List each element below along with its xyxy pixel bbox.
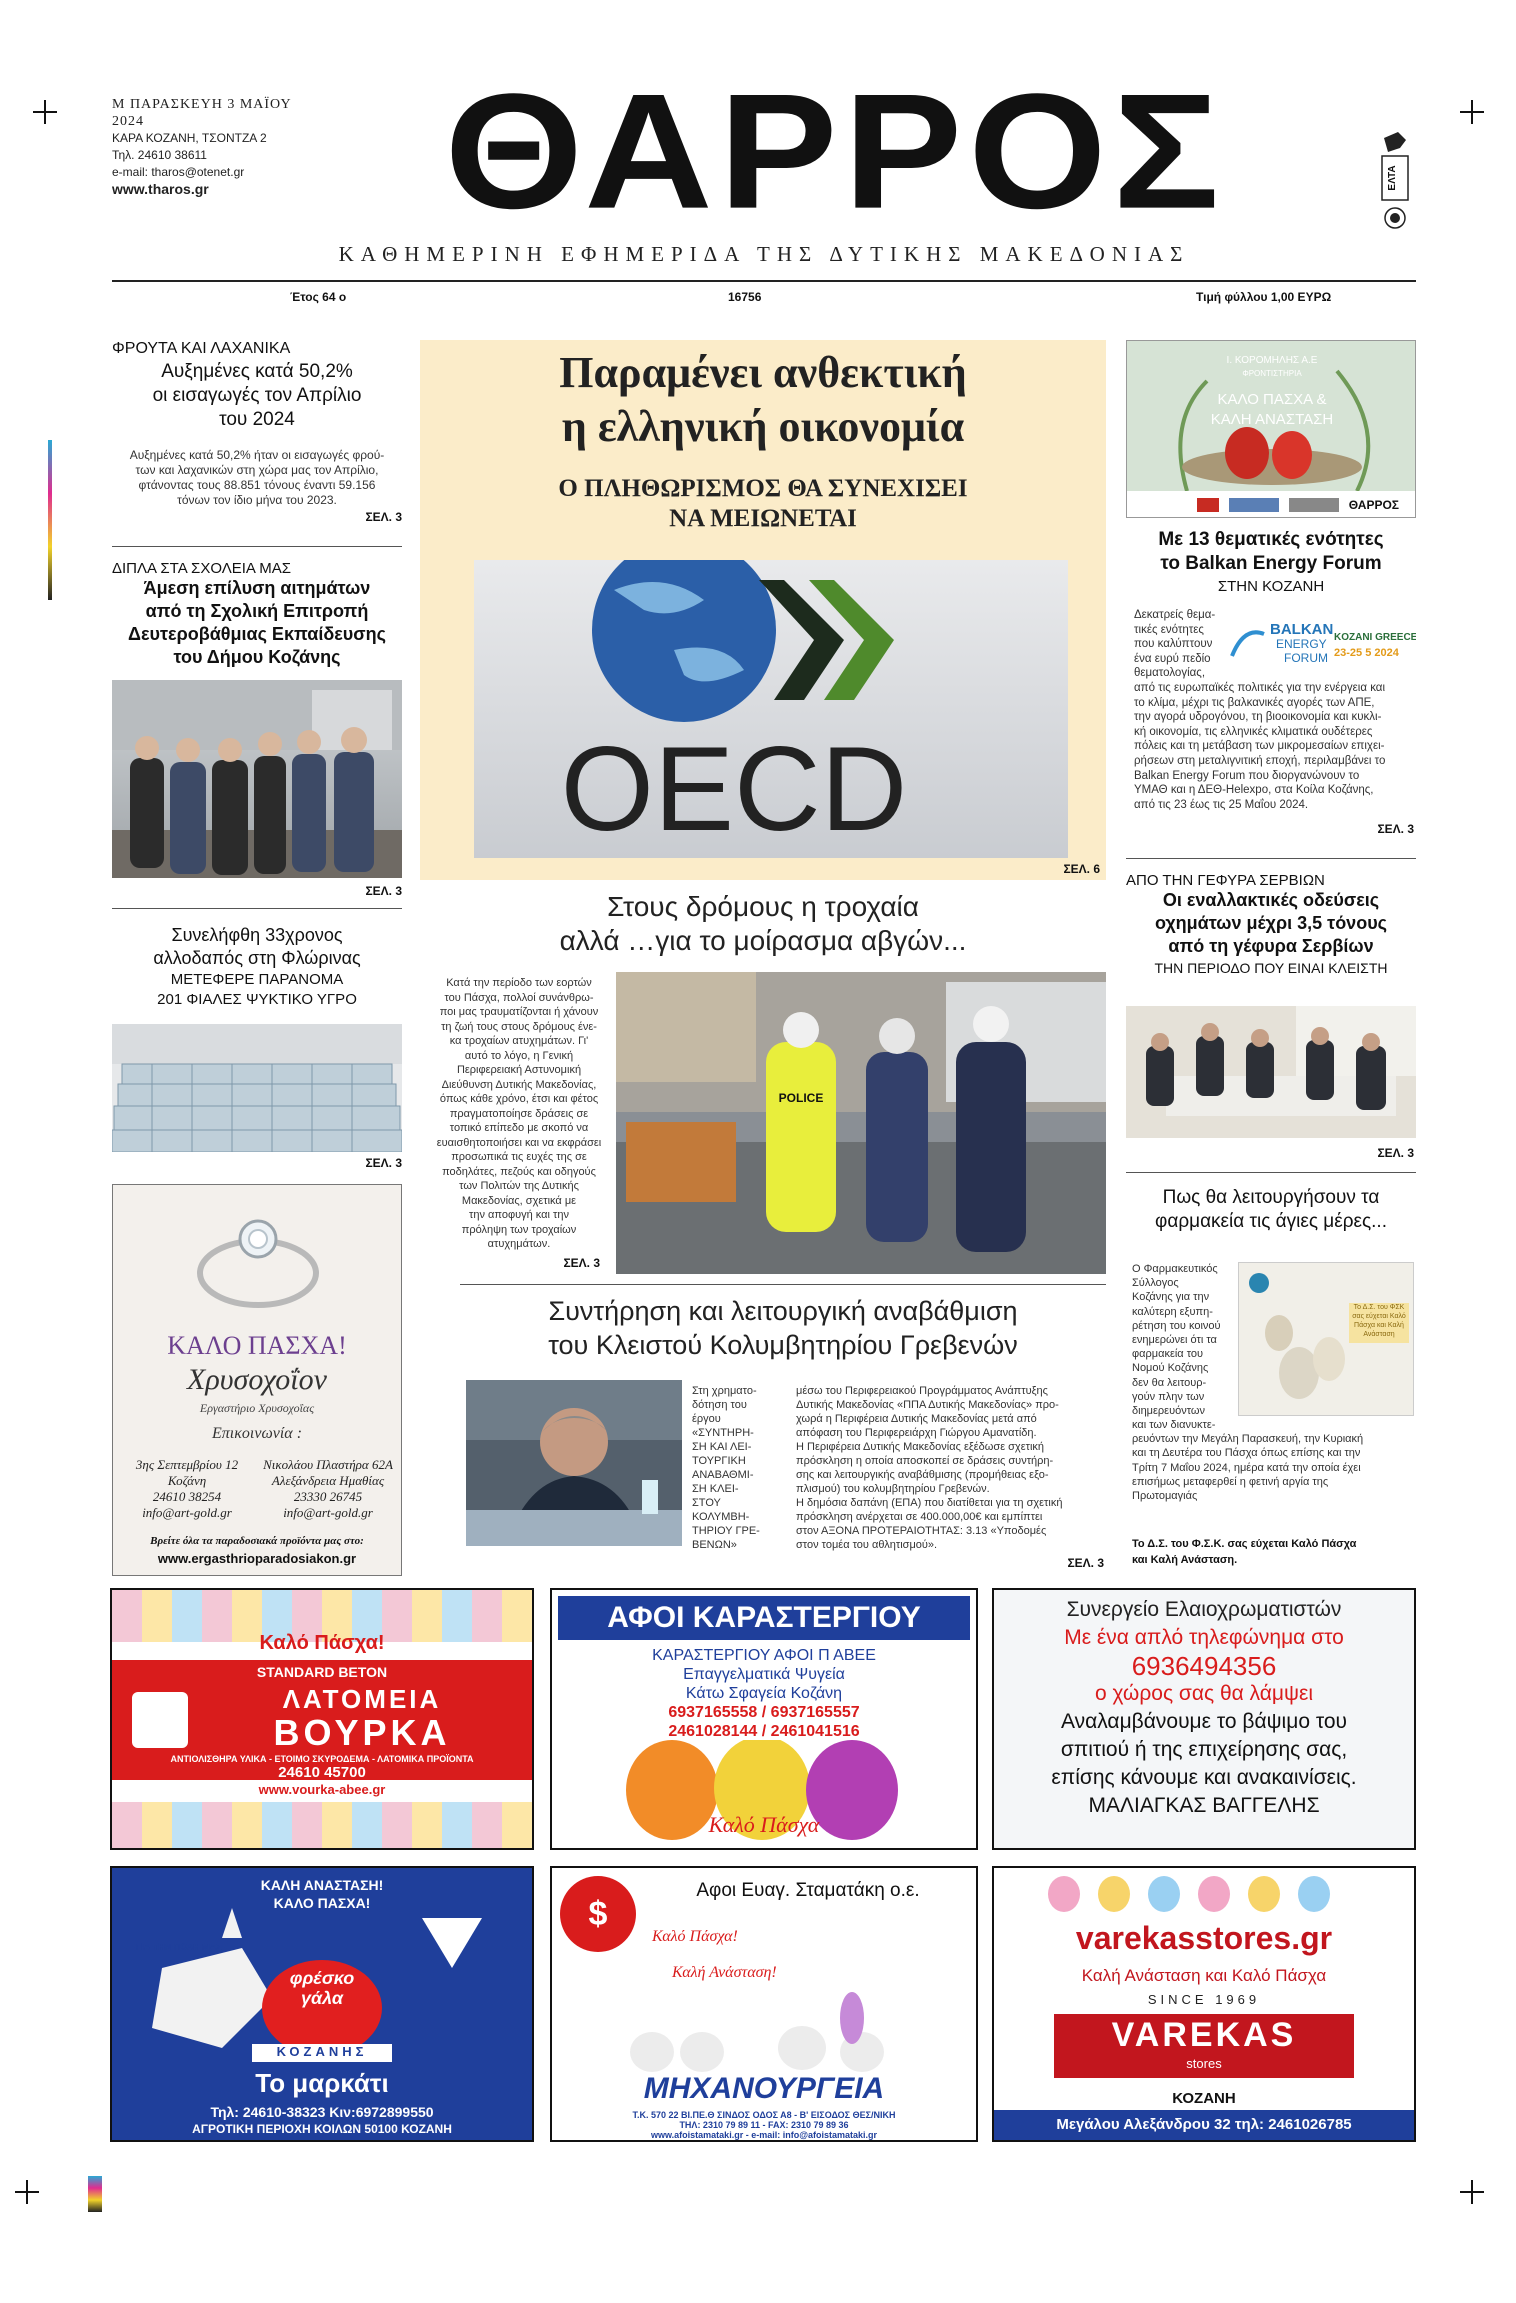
body-line: τικές ενότητες <box>1134 623 1204 636</box>
body-line: προσωπικά τις ευχές της σε <box>451 1151 587 1163</box>
ad-stores: stores <box>1186 2056 1222 2071</box>
ad-red-panel <box>112 1660 532 1780</box>
ad-desc: ΑΝΤΙΟΛΙΣΘΗΡΑ ΥΛΙΚΑ - ΕΤΟΙΜΟ ΣΚΥΡΟΔΕΜΑ - ΛΑΤΟΜΙΚΑ ΠΡΟΪΟΝΤΑ <box>170 1754 474 1764</box>
website-link[interactable]: www.tharos.gr <box>112 181 209 197</box>
oecd-text: OECD <box>560 722 908 856</box>
headline <box>1126 889 1416 958</box>
body-line: φαρμακεία του <box>1132 1348 1204 1361</box>
ad-brand <box>262 1968 382 2008</box>
body-line: και τη Δευτέρα του Πάσχα όπως επίσης και την <box>1132 1447 1361 1460</box>
energy-body <box>1134 608 1416 812</box>
ad-line: ΚΑΡΑΣΤΕΡΓΙΟΥ ΑΦΟΙ Π ΑΒΕΕ <box>652 1647 876 1664</box>
ad-line: Επαγγελματικά Ψυγεία <box>683 1666 845 1683</box>
pool-body-wide <box>796 1384 1106 1552</box>
body-line: πρόληψη των τροχαίων <box>461 1223 577 1236</box>
body-line: ποι μας τραυματίζονται ή χάνουν <box>439 1006 599 1018</box>
headline-line: αλλοδαπός στη Φλώρινας <box>153 948 361 968</box>
ad-line: γάλα <box>300 1988 344 2008</box>
crop-mark <box>1460 2180 1484 2204</box>
ad-city: ΚΟΖΑΝΗΣ <box>252 2044 392 2062</box>
body-line: Η Περιφέρεια Δυτικής Μακεδονίας εξέδωσε σχετική <box>796 1441 1045 1453</box>
body-line: μέσω του Περιφερειακού Προγράμματος Ανάπτυξης <box>796 1385 1048 1397</box>
ad-addr: Τ.Κ. 570 22 ΒΙ.ΠΕ.Θ ΣΙΝΔΟΣ ΟΔΟΣ Α8 - Β' ΕΙΣΟΔΟΣ ΘΕΣ/ΝΙΚΗ <box>632 2110 896 2120</box>
subheadline <box>112 970 402 1010</box>
ad-line: Συνεργείο Ελαιοχρωματιστών <box>1066 1598 1342 1621</box>
ad-city: ΚΟΖΑΝΗ <box>1172 2090 1236 2107</box>
headline-line: οι εισαγωγές τον Απρίλιο <box>152 385 362 406</box>
pharmacy-signoff <box>1132 1536 1416 1568</box>
article-schools <box>112 560 402 669</box>
logo-word: BALKAN <box>1270 621 1334 638</box>
meeting-image <box>1126 1006 1416 1138</box>
logo-word: 23-25 5 2024 <box>1334 647 1399 659</box>
headline-line: οχημάτων μέχρι 3,5 τόνους <box>1154 913 1388 933</box>
ad-title: ΒΟΥΡΚΑ <box>273 1712 451 1753</box>
body-line: ΤΟΥΡΓΙΚΗ <box>692 1455 746 1467</box>
ad-line: Νικολάου Πλαστήρα 62Α <box>263 1457 393 1472</box>
ad-line: ΚΑΛΗ ΑΝΑΣΤΑΣΗ <box>1210 411 1334 428</box>
bottles-image <box>112 1024 402 1152</box>
divider <box>112 546 402 547</box>
headline-line: Οι εναλλακτικές οδεύσεις <box>1162 890 1380 910</box>
poster-text: Το Δ.Σ. του ΦΣΚ σας εύχεται Καλό Πάσχα και Καλή Ανάσταση <box>1352 1304 1406 1338</box>
bunny-eggs-icon <box>612 1988 912 2072</box>
page-ref-link[interactable]: ΣΕΛ. 3 <box>563 1256 600 1270</box>
company-logo-icon: $ <box>560 1876 636 1952</box>
body-line: Ο Φαρμακευτικός <box>1132 1263 1218 1275</box>
headline-line: Συνελήφθη 33χρονος <box>171 925 343 945</box>
ad-line: Ι. ΚΟΡΟΜΗΛΗΣ Α.Ε <box>1226 355 1318 366</box>
body-line: ΣΗ ΚΑΙ ΛΕΙ- <box>692 1441 752 1453</box>
headline-line: Παραμένει ανθεκτική <box>559 348 967 397</box>
body-line: τη ζωή τους στους δρόμους ένε- <box>441 1020 597 1033</box>
body-line: του Πάσχα, πολλοί συνάνθρω- <box>444 991 594 1004</box>
body-line: την αγορά υδρογόνου, τη βιοοικονομία και κυκλι- <box>1134 711 1382 724</box>
ad-footer: ΘΑΡΡΟΣ <box>1348 498 1399 512</box>
ad-line: 2461028144 / 2461041516 <box>668 1723 860 1740</box>
kicker: ΔΙΠΛΑ ΣΤΑ ΣΧΟΛΕΙΑ ΜΑΣ <box>112 560 292 577</box>
body-line: Νομού Κοζάνης <box>1132 1362 1209 1375</box>
body-line: κή οικονομία, τις ελληνικές κλιματικά ουδέτερες <box>1134 725 1373 738</box>
ad-koromilis[interactable] <box>1126 340 1416 518</box>
ad-phone: 24610 45700 <box>278 1764 366 1781</box>
page-ref-link[interactable]: ΣΕΛ. 3 <box>1377 1146 1414 1160</box>
ad-wish <box>232 1876 412 1912</box>
body-line: έργου <box>692 1413 721 1425</box>
police-scene-image <box>616 972 1106 1274</box>
body-line: ένα ευρύ πεδίο <box>1134 652 1211 665</box>
ad-phone: Τηλ: 24610-38323 Κιν:6972899550 <box>210 2104 434 2120</box>
body-line: Διεύθυνση Δυτικής Μακεδονίας, <box>441 1078 597 1091</box>
headline-line: το Balkan Energy Forum <box>1160 553 1382 574</box>
ad-line: 6937165558 / 6937165557 <box>668 1704 860 1721</box>
body-line: ΚΟΛΥΜΒΗ- <box>692 1511 750 1523</box>
ad-karastergiou[interactable] <box>550 1588 978 1850</box>
body-line: που καλύπτουν <box>1134 638 1213 651</box>
color-bar <box>88 2176 102 2212</box>
year-label: Έτος 64 ο <box>290 290 347 304</box>
ad-stamatakis[interactable] <box>550 1866 978 2142</box>
page-ref-link[interactable]: ΣΕΛ. 6 <box>1063 862 1100 876</box>
headline <box>1126 1186 1416 1234</box>
body-line: Κατά την περίοδο των εορτών <box>446 977 592 989</box>
body-line: στον ΑΞΟΝΑ ΠΡΟΤΕΡΑΙΟΤΗΤΑΣ: 3.13 «Υποδομές <box>796 1525 1047 1537</box>
subheadline: ΤΗΝ ΠΕΡΙΟΔΟ ΠΟΥ ΕΙΝΑΙ ΚΛΕΙΣΤΗ <box>1154 960 1388 976</box>
headline-line: Πως θα λειτουργήσουν τα <box>1162 1187 1380 1208</box>
ad-greeting: ΚΑΛΟ ΠΑΣΧΑ! <box>167 1331 347 1360</box>
body-line: των και λαχανικών στη χώρα μας τον Απρίλιο, <box>135 463 379 477</box>
body-line: ενημερώνει ότι τα <box>1132 1334 1217 1347</box>
article-traffic <box>420 890 1106 958</box>
ad-line: 24610 38254 <box>152 1489 222 1504</box>
ad-address-left <box>117 1457 257 1521</box>
subheadline-line: 201 ΦΙΑΛΕΣ ΨΥΚΤΙΚΟ ΥΓΡΟ <box>157 991 357 1008</box>
headline-line: η ελληνική οικονομία <box>561 402 965 451</box>
headline-line: από τη γέφυρα Σερβίων <box>1168 936 1374 956</box>
issue-date: Μ ΠΑΡΑΣΚΕΥΗ 3 ΜΑΪΟΥ 2024 <box>112 97 292 129</box>
elta-icon <box>1378 130 1412 230</box>
body-line: Πρωτομαγιάς <box>1132 1490 1198 1503</box>
article-energy <box>1126 528 1416 597</box>
divider <box>112 908 402 909</box>
ad-jewelry[interactable] <box>112 1184 402 1576</box>
body-line: Στη χρηματο- <box>692 1385 757 1397</box>
easter-border <box>112 1802 532 1848</box>
lead-subheadline <box>420 474 1106 534</box>
body-line: ΥΜΑΘ και η ΔΕΘ-Helexpo, στα Κοίλα Κοζάνης, <box>1134 784 1374 797</box>
ad-line: ΜΑΛΙΑΓΚΑΣ ΒΑΓΓΕΛΗΣ <box>1088 1794 1320 1817</box>
body-line: Σύλλογος <box>1132 1277 1179 1290</box>
body-line: ΑΝΑΒΑΘΜΙ- <box>692 1469 754 1481</box>
body-line: «ΣΥΝΤΗΡΗ- <box>692 1427 754 1439</box>
ad-logos <box>1127 491 1416 518</box>
crop-mark <box>33 100 57 124</box>
body-line: των Πολιτών της Δυτικής <box>459 1180 579 1192</box>
ad-line: 23330 26745 <box>293 1489 363 1504</box>
ad-url-link[interactable]: www.ergasthrioparadosiakon.gr <box>157 1551 357 1566</box>
headline <box>112 924 402 970</box>
body-line: Η δημόσια δαπάνη (ΕΠΑ) που διατίθεται για τη σχετική <box>796 1497 1063 1509</box>
official-portrait-image <box>466 1380 682 1546</box>
ad-line: 3ης Σεπτεμβρίου 12 <box>135 1457 239 1472</box>
body-line: ρέτηση του κοινού <box>1132 1319 1221 1332</box>
headline-line: Συντήρηση και λειτουργική αναβάθμιση <box>548 1296 1018 1326</box>
body-line: Balkan Energy Forum που διοργανώνουν το <box>1134 769 1360 782</box>
body-line: επισήμως μεταφερθεί η φετινή αργία της <box>1132 1475 1329 1488</box>
page-ref-link[interactable]: ΣΕΛ. 3 <box>365 510 402 524</box>
oecd-logo-image <box>474 560 1068 858</box>
ad-vourka[interactable] <box>110 1588 534 1850</box>
masthead-rule <box>112 280 1416 282</box>
ad-line: Κοζάνη <box>167 1473 207 1488</box>
ad-line: ΦΡΟΝΤΙΣΤΗΡΙΑ <box>1242 369 1302 378</box>
divider <box>460 1284 1106 1285</box>
body-line: ποδηλάτες, πεζούς και οδηγούς <box>442 1165 596 1178</box>
arrest-photo <box>112 1024 402 1152</box>
lead-headline <box>420 346 1106 454</box>
ad-line: σπιτιού ή της επιχείρησης σας, <box>1060 1738 1348 1761</box>
headline-line: φαρμακεία τις άγιες μέρες... <box>1155 1211 1387 1232</box>
body-line: πραγματοποίησε δράσεις σε <box>449 1107 589 1120</box>
schools-photo <box>112 680 402 878</box>
body-line: ατυχημάτων. <box>487 1238 551 1250</box>
ad-address: ΑΓΡΟΤΙΚΗ ΠΕΡΙΟΧΗ ΚΟΙΛΩΝ 50100 ΚΟΖΑΝΗ <box>192 2122 452 2136</box>
kicker: ΑΠΟ ΤΗΝ ΓΕΦΥΡΑ ΣΕΡΒΙΩΝ <box>1126 872 1325 889</box>
headline-line: του 2024 <box>219 409 295 430</box>
headline-line: αλλά …για το μοίρασμα αβγών... <box>559 925 967 956</box>
headline-line: Αυξημένες κατά 50,2% <box>161 361 353 382</box>
oecd-photo <box>474 560 1068 858</box>
ad-big: ΜΗΧΑΝΟΥΡΓΕΙΑ <box>643 2072 885 2105</box>
ad-line: φρέσκο <box>289 1968 355 1988</box>
body-line: χωρά η Περιφέρεια Δυτικής Μακεδονίας μετά από <box>796 1413 1037 1425</box>
ad-sub: Εργαστήριο Χρυσοχοΐας <box>199 1401 315 1415</box>
article-pharmacy <box>1126 1186 1416 1234</box>
pool-body-narrow <box>692 1384 792 1552</box>
headline-line: του Δήμου Κοζάνης <box>173 647 341 667</box>
price-label: Τιμή φύλλου 1,00 ΕΥΡΩ <box>1196 290 1332 304</box>
ad-name: Το μαρκάτι <box>255 2068 389 2098</box>
headline-line: από τη Σχολική Επιτροπή <box>145 601 369 621</box>
ad-phone: ΤΗΛ: 2310 79 89 11 - FAX: 2310 79 89 36 <box>679 2120 849 2130</box>
body-line: πλισμού) του κολυμβητηρίου Γρεβενών. <box>796 1483 990 1495</box>
body-line: Αυξημένες κατά 50,2% ήταν οι εισαγωγές φρού- <box>129 448 385 462</box>
ad-url-link[interactable]: www.vourka-abee.gr <box>258 1782 386 1797</box>
crop-mark <box>15 2180 39 2204</box>
body-line: θεματολογίας, <box>1134 667 1206 680</box>
ad-painting[interactable] <box>992 1588 1416 1850</box>
body-line: πόλεις και τη μετάβαση των μικρομεσαίων επιχει- <box>1134 740 1385 753</box>
headline-line: Δευτεροβάθμιας Εκπαίδευσης <box>128 624 386 644</box>
ad-line: ΚΑΛΟ ΠΑΣΧΑ & <box>1217 391 1327 408</box>
pharmacy-body-narrow <box>1132 1262 1236 1418</box>
subheadline-line: ΝΑ ΜΕΙΩΝΕΤΑΙ <box>669 505 857 532</box>
body-line: ευαισθητοποιήσει και να εκφράσει <box>436 1136 602 1149</box>
ad-text-block <box>994 1596 1414 1820</box>
pharmacy-body-wide <box>1132 1418 1416 1503</box>
body-line: Δυτικής Μακεδονίας «ΠΠΑ Δυτικής Μακεδονίας» προ- <box>796 1399 1059 1411</box>
headline-line: Με 13 θεματικές ενότητες <box>1158 529 1384 550</box>
headline <box>112 577 402 669</box>
article-fruit <box>112 340 402 524</box>
body-line: στον τομέα του αθλητισμού». <box>796 1539 938 1551</box>
body-line: Μακεδονίας, σχετικά με <box>461 1194 577 1207</box>
ad-footer: Βρείτε όλα τα παραδοσιακά προϊόντα μας στο: <box>150 1535 364 1547</box>
body-line: αυτό το λόγο, η Γενική <box>464 1049 574 1062</box>
pool-headline <box>460 1294 1106 1362</box>
article-bridge <box>1126 872 1416 979</box>
body-line: απόφαση του Περιφερειάρχη Γιώργου Αμανατίδη. <box>796 1427 1037 1439</box>
group-photo-image <box>112 680 402 878</box>
ad-title: Αφοι Ευαγ. Σταματάκη ο.ε. <box>696 1880 920 1901</box>
elta-label: ΕΛΤΑ <box>1387 165 1398 191</box>
body-line: Δεκατρείς θεμα- <box>1134 609 1216 621</box>
article-body <box>112 448 402 508</box>
page-ref-link[interactable]: ΣΕΛ. 3 <box>365 884 402 898</box>
email: e-mail: tharos@otenet.gr <box>112 165 245 179</box>
subheadline-line: Ο ΠΛΗΘΩΡΙΣΜΟΣ ΘΑ ΣΥΝΕΧΙΣΕΙ <box>558 475 968 502</box>
ad-line: επίσης κάνουμε και ανακαινίσεις. <box>1051 1766 1357 1789</box>
crop-mark <box>1460 100 1484 124</box>
police-vest-text: POLICE <box>778 1091 824 1105</box>
ad-greeting: Καλό Πάσχα <box>708 1812 820 1837</box>
subheadline: ΣΤΗΝ ΚΟΖΑΝΗ <box>1217 578 1325 595</box>
body-line: από τις 23 έως τις 25 Μαΐου 2024. <box>1134 798 1309 811</box>
headline-line: Άμεση επίλυση αιτημάτων <box>143 578 371 598</box>
headline <box>1126 528 1416 576</box>
ad-line: Κάτω Σφαγεία Κοζάνη <box>685 1685 843 1702</box>
ad-address-right <box>257 1457 399 1521</box>
body-line: το κλίμα, μέχρι τις βαλκανικές αγορές των ΑΠΕ, <box>1134 696 1375 709</box>
body-line: σης και λειτουργικής αναβάθμισης (προμήθειας εξο- <box>796 1469 1049 1481</box>
headline-line: του Κλειστού Κολυμβητηρίου Γρεβενών <box>548 1330 1018 1360</box>
lead-story-box <box>420 340 1106 880</box>
body-line: ΣΗ ΚΛΕΙ- <box>692 1483 739 1495</box>
body-line: πρόσκληση ανέρχεται σε 400.000,00€ και εμπίπτει <box>796 1511 1043 1523</box>
body-line: καλύτερη εξυπη- <box>1132 1305 1213 1318</box>
ad-line: info@art-gold.gr <box>283 1505 373 1520</box>
pharmacy-poster <box>1238 1262 1414 1416</box>
sponsor-logo-icon <box>1197 498 1219 512</box>
body-line: κα τροχαίων ατυχημάτων. Γι' <box>449 1035 589 1047</box>
body-line: και των διανυκτε- <box>1132 1419 1216 1431</box>
body-line: ΒΕΝΩΝ» <box>692 1539 737 1551</box>
sponsor-logo-icon <box>1289 498 1339 512</box>
body-line: διημερευόντων <box>1132 1405 1205 1418</box>
ring-icon <box>183 1203 333 1313</box>
sponsor-logo-icon <box>1229 498 1279 512</box>
ad-line: ΚΑΛΟ ΠΑΣΧΑ! <box>273 1895 371 1911</box>
body-line: δότηση του <box>692 1399 747 1411</box>
ad-tag: ΓΙΑ ΤΗΝ ΠΟΛΗ ΜΑΣ <box>136 1942 222 1952</box>
body-line: τόνων τον ίδιο μήνα του 2023. <box>177 493 337 507</box>
masthead-info <box>112 96 322 198</box>
body-line: ΣΤΟΥ <box>692 1497 721 1509</box>
body-line: ρήσεων στη μεταλιγνιτική εποχή, περιλαμβάνει το <box>1134 754 1386 767</box>
page-ref-link[interactable]: ΣΕΛ. 3 <box>1067 1556 1104 1570</box>
headline <box>420 890 1106 958</box>
ad-line: Αναλαμβάνουμε το βάψιμο του <box>1060 1710 1347 1733</box>
logo-word: KOZANI GREECE <box>1334 632 1416 643</box>
traffic-body <box>426 976 612 1252</box>
body-line: ρευόντων την Μεγάλη Παρασκευή, την Κυριακή <box>1132 1433 1364 1446</box>
ad-since: SINCE 1969 <box>1147 1992 1261 2007</box>
body-line: τοπικό επίπεδο με σκοπό να <box>449 1122 589 1134</box>
ad-text-block <box>552 1646 976 1741</box>
article-arrest <box>112 924 402 1010</box>
police-photo <box>616 972 1106 1274</box>
page-ref-link[interactable]: ΣΕΛ. 3 <box>1377 822 1414 836</box>
ad-line: Με ένα απλό τηλεφώνημα στο <box>1064 1626 1344 1649</box>
phone: Τηλ. 24610 38611 <box>112 148 207 162</box>
headline <box>112 360 402 432</box>
elta-stamp <box>1378 130 1412 230</box>
logo-text: ΘΑΡΡΟΣ <box>444 88 1226 228</box>
ad-line: info@art-gold.gr <box>142 1505 232 1520</box>
ad-wish: Καλή Ανάσταση! <box>672 1964 777 1981</box>
logo-word: ENERGY <box>1276 637 1327 651</box>
kicker: ΦΡΟΥΤΑ ΚΑΙ ΛΑΧΑΝΙΚΑ <box>112 340 291 357</box>
ad-brand: Χρυσοχοΐον <box>187 1363 327 1396</box>
ad-brand: VAREKAS <box>1111 2016 1297 2054</box>
body-line: φτάνοντας τους 88.851 τόνους έναντι 59.156 <box>138 478 376 492</box>
ad-title: ΛΑΤΟΜΕΙΑ <box>282 1684 442 1714</box>
ad-brand-box <box>1054 2014 1354 2078</box>
logo-word: FORUM <box>1284 651 1328 665</box>
body-line: δεν θα λειτουρ- <box>1132 1376 1207 1389</box>
ad-line: Αλεξάνδρεια Ημαθίας <box>271 1473 385 1488</box>
ad-addr: Μεγάλου Αλεξάνδρου 32 τηλ: 2461026785 <box>994 2110 1414 2140</box>
page-ref-link[interactable]: ΣΕΛ. 3 <box>365 1156 402 1170</box>
ad-wish: Καλό Πάσχα! <box>652 1928 738 1945</box>
tagline: ΚΑΘΗΜΕΡΙΝΗ ΕΦΗΜΕΡΙΔΑ ΤΗΣ ΔΥΤΙΚΗΣ ΜΑΚΕΔΟΝΙΑΣ <box>338 242 1190 266</box>
signoff-line: και Καλή Ανάσταση. <box>1132 1554 1238 1566</box>
ad-line: ΚΑΛΗ ΑΝΑΣΤΑΣΗ! <box>260 1877 384 1893</box>
bridge-photo <box>1126 1006 1416 1138</box>
body-line: Τρίτη 7 Μαΐου 2024, ημέρα κατά την οποία έχει <box>1132 1461 1361 1474</box>
body-line: ΤΗΡΙΟΥ ΓΡΕ- <box>692 1525 760 1537</box>
ad-brand: STANDARD BETON <box>256 1664 388 1680</box>
body-line: Κοζάνης για την <box>1132 1291 1210 1304</box>
subheadline-line: ΜΕΤΕΦΕΡΕ ΠΑΡΑΝΟΜΑ <box>170 971 344 988</box>
ad-varekas[interactable] <box>992 1866 1416 2142</box>
pool-photo <box>466 1380 682 1546</box>
divider <box>1126 1172 1416 1173</box>
cube-logo-icon <box>132 1692 188 1748</box>
color-bar <box>48 440 52 600</box>
body-line: όπως κάθε χρόνο, έτσι και φέτος <box>439 1093 599 1105</box>
ad-wish: Καλή Ανάσταση και Καλό Πάσχα <box>1081 1966 1327 1985</box>
ad-site-link[interactable]: varekasstores.gr <box>1075 1920 1333 1956</box>
body-line: γούν πλην των <box>1132 1390 1205 1403</box>
ad-contact: Επικοινωνία : <box>211 1425 303 1442</box>
body-line: πρόσκληση η οποία αποσκοπεί σε δράσεις συντήρη- <box>796 1455 1054 1467</box>
newspaper-logo <box>405 88 1265 228</box>
body-line: από τις ευρωπαϊκές πολιτικές για την ενέργεια και <box>1134 681 1386 694</box>
body-line: την αποφυγή και την <box>469 1209 569 1221</box>
ad-line: 6936494356 <box>1131 1651 1277 1681</box>
divider <box>1126 858 1416 859</box>
ad-greeting: Καλό Πάσχα! <box>259 1632 385 1654</box>
ad-logo: ΑΦΟΙ ΚΑΡΑΣΤΕΡΓΙΟΥ <box>558 1596 970 1640</box>
easter-eggs-row-icon <box>1034 1872 1374 1912</box>
ad-web-link[interactable]: www.afoistamataki.gr - e-mail: info@afoistamataki.gr <box>651 2130 877 2140</box>
ad-line: ο χώρος σας θα λάμψει <box>1094 1682 1314 1705</box>
issue-number: 16756 <box>728 290 762 304</box>
headline-line: Στους δρόμους η τροχαία <box>607 891 919 922</box>
signoff-line: Το Δ.Σ. του Φ.Σ.Κ. σας εύχεται Καλό Πάσχα <box>1132 1538 1357 1550</box>
body-line: Περιφερειακή Αστυνομική <box>456 1064 582 1076</box>
address: ΚΑΡΑ ΚΟΖΑΝΗ, ΤΣΟΝΤΖΑ 2 <box>112 131 267 145</box>
ad-milk[interactable] <box>110 1866 534 2142</box>
